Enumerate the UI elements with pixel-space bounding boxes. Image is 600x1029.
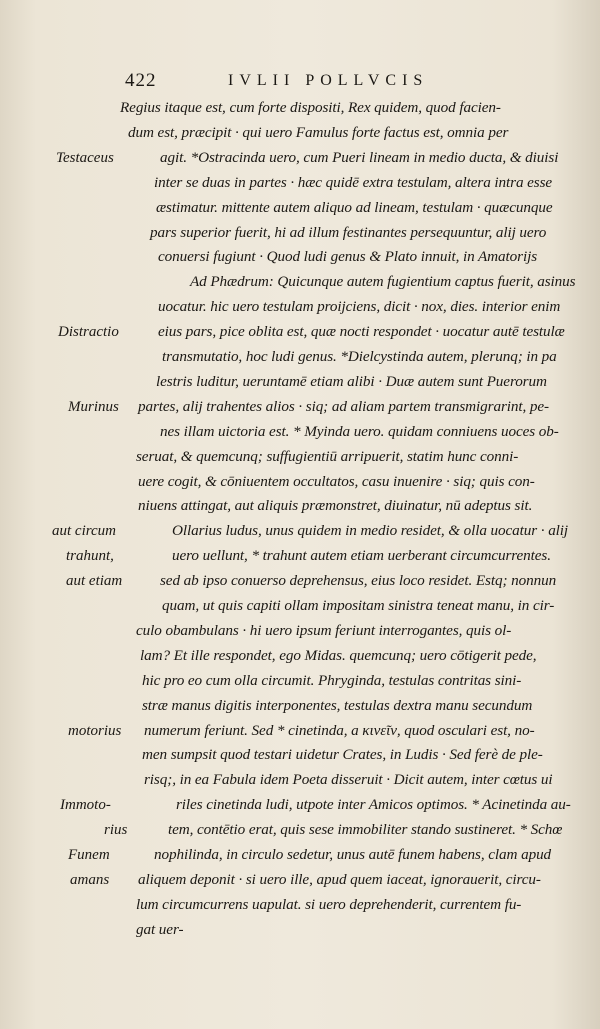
text-line: inter se duas in partes · hæc quidē extra testulam, altera intra esse (154, 173, 553, 191)
text-line: aliquem deponit · si uero ille, apud quem iaceat, ignorauerit, circu- (138, 870, 541, 888)
margin-note-testaceus: Testaceus (56, 149, 114, 166)
text-line: Regius itaque est, cum forte dispositi, Rex quidem, quod facien- (120, 99, 501, 116)
margin-note-distractio: Distractio (58, 324, 119, 341)
text-line: agit. *Ostracinda uero, cum Pueri lineam in medio ducta, & diuisi (160, 148, 559, 166)
text-line: uocatur. hic uero testulam proijciens, dicit · nox, dies. interior enim (158, 298, 561, 316)
text-line: pars superior fuerit, hi ad illum festinantes persequuntur, alij uero (150, 223, 547, 241)
text-line: Ad Phædrum: Quicunque autem fugientium captus fuerit, asinus (190, 273, 576, 291)
text-line: lum circumcurrens uapulat. si uero deprehenderit, currentem fu- (136, 895, 522, 913)
margin-note-trahunt: trahunt, (66, 548, 114, 565)
text-line: Ollarius ludus, unus quidem in medio residet, & olla uocatur · alij (172, 522, 569, 540)
text-line: partes, alij trahentes alios · siq; ad aliam partem transmigrarint, pe- (138, 397, 549, 415)
text-line: transmutatio, hoc ludi genus. *Dielcystinda autem, plerunq; in pa (162, 348, 557, 365)
margin-note-immoto: Immoto- (60, 797, 111, 814)
text-line: men sumpsit quod testari uidetur Crates, in Ludis · Sed ferè de ple- (142, 746, 543, 764)
text-line: riles cinetinda ludi, utpote inter Amicos optimos. * Acinetinda au- (176, 796, 571, 814)
text-line: eius pars, pice oblita est, quæ nocti respondet · uocatur autē testulæ (158, 323, 565, 341)
text-line: uere cogit, & cōniuentem occultatos, casu inuenire · siq; quis con- (138, 472, 535, 490)
running-head: IVLII POLLVCIS (228, 72, 429, 89)
page-header (0, 70, 600, 96)
margin-note-motorius: motorius (68, 722, 122, 739)
text-line: nes illam uictoria est. * Myinda uero. quidam conniuens uoces ob- (160, 422, 559, 440)
margin-note-funem: Funem (68, 847, 110, 863)
margin-note-aut-circum: aut circum (52, 523, 117, 540)
margin-note-aut-etiam: aut etiam (66, 573, 123, 590)
text-line: lestris luditur, ueruntamē etiam alibi · Duæ autem sunt Puerorum (156, 372, 547, 390)
text-line: æstimatur. mittente autem aliquo ad lineam, testulam · quæcunque (156, 198, 553, 216)
text-line: conuersi fugiunt · Quod ludi genus & Plato innuit, in Amatorijs (158, 248, 538, 266)
text-line: seruat, & quemcunq; suffugientiū arripuerit, statim hunc conni- (136, 447, 519, 465)
text-line: niuens attingat, aut aliquis præmonstret, diuinatur, nū adeptus sit. (138, 497, 533, 515)
text-line: gat uer- (136, 920, 184, 938)
text-line: numerum feriunt. Sed * cinetinda, a κινεῖν, quod osculari est, no- (144, 721, 535, 739)
text-line: quam, ut quis capiti ollam impositam sinistra teneat manu, in cir- (162, 597, 555, 614)
text-line: hic pro eo cum olla circumit. Phrygindа, testulas contritas sini- (142, 671, 522, 689)
text-line: dum est, præcipit · qui uero Famulus forte factus est, omnia per (128, 123, 509, 141)
margin-note-rius: rius (104, 822, 128, 839)
text-line: uero uellunt, * trahunt autem etiam uerberant circumcurrentes. (172, 547, 551, 565)
text-line: risq;, in ea Fabula idem Poeta disseruit · Dicit autem, inter cœtus ui (144, 771, 553, 789)
margin-note-amans: amans (70, 871, 110, 888)
page-number: 422 (125, 70, 157, 91)
text-line: culo obambulans · hi uero ipsum feriunt interrogantes, quis ol- (136, 621, 512, 639)
text-line: sed ab ipso conuerso deprehensus, eius loco residet. Estq; nonnun (160, 572, 557, 590)
text-line: nophilinda, in circulo sedetur, unus autē funem habens, clam apud (154, 846, 552, 863)
margin-note-murinus: Murinus (68, 398, 119, 415)
text-line: lam? Et ille respondet, ego Midas. quemcunq; uero cōtigerit pede, (140, 646, 537, 664)
text-line: tem, contētio erat, quis sese immobiliter stando sustineret. * Schœ (168, 821, 563, 839)
text-line: stræ manus digitis interponentes, testulas dextra manu secundum (142, 696, 533, 714)
